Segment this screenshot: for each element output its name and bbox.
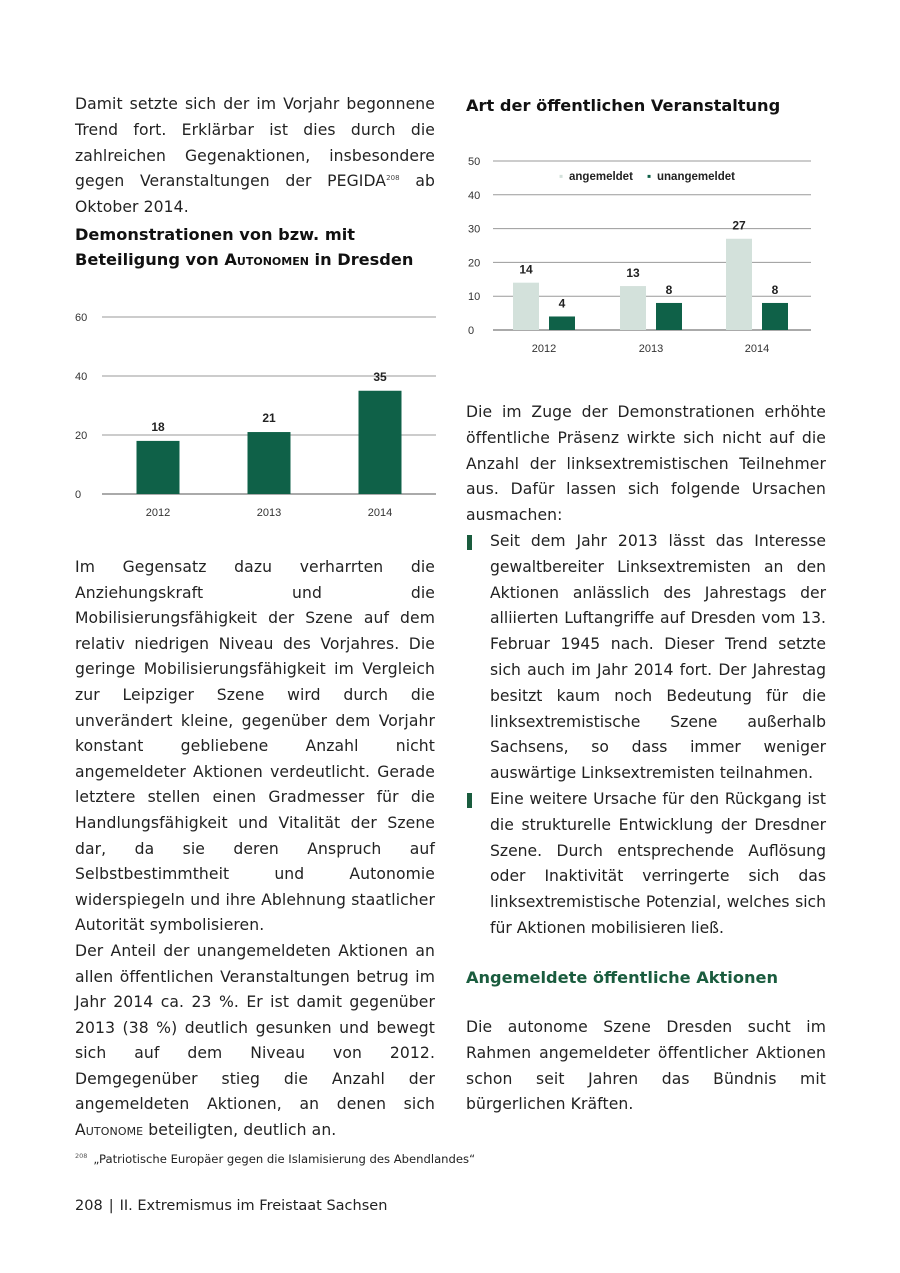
legend-label: unangemeldet bbox=[657, 171, 735, 183]
y-tick-label: 0 bbox=[468, 325, 475, 337]
bar-unangemeldet bbox=[549, 316, 575, 330]
data-label: 35 bbox=[373, 369, 387, 384]
y-tick-label: 0 bbox=[75, 489, 82, 501]
y-tick-label: 30 bbox=[468, 223, 481, 236]
footnote bbox=[75, 1152, 475, 1166]
bar-unangemeldet bbox=[762, 303, 788, 330]
y-tick-label: 10 bbox=[468, 291, 481, 304]
data-label: 21 bbox=[262, 411, 276, 426]
footnote-reference[interactable]: 208 bbox=[386, 174, 400, 183]
y-tick-label: 40 bbox=[75, 371, 88, 383]
data-label: 13 bbox=[626, 266, 640, 281]
footnote-text: „Patriotische Europäer gegen die Islamisierung des Abendlandes“ bbox=[93, 1152, 476, 1166]
bar-angemeldet bbox=[726, 239, 752, 330]
paragraph-alliance: Die autonome Szene Dresden sucht im Rahmen angemeldeter öffentlicher Aktionen schon seit Jahren das Bündnis mit bürgerlichen Kräften. bbox=[466, 1018, 826, 1114]
data-label: 8 bbox=[665, 282, 673, 297]
cause-list bbox=[466, 529, 826, 942]
data-label: 8 bbox=[771, 282, 779, 297]
bullet-marker bbox=[467, 793, 472, 808]
demonstrations-bar-chart bbox=[60, 300, 450, 530]
y-tick-label: 60 bbox=[75, 312, 88, 324]
left-column bbox=[75, 92, 435, 221]
chart1-title: Demonstrationen von bzw. mit Beteiligung von Autonomen in Dresden bbox=[75, 225, 414, 269]
y-tick-label: 20 bbox=[468, 257, 481, 270]
intro-paragraph: Damit setzte sich der im Vorjahr begonnene Trend fort. Erklärbar ist dies durch die zahlreichen Gegenaktionen, insbesondere gegen Veranstaltungen der PEGIDA$^{208}$ ab Oktober 2014. bbox=[75, 95, 435, 217]
bar bbox=[137, 441, 180, 494]
footer-section: II. Extremismus im Freistaat Sachsen bbox=[119, 1198, 388, 1214]
x-tick-label: 2012 bbox=[531, 343, 557, 355]
y-tick-label: 20 bbox=[75, 430, 88, 442]
paragraph-mobilisation: Im Gegensatz dazu verharrten die Anziehungskraft und die Mobilisierungsfähigkeit der Szene auf dem relativ niedrigen Niveau des Vorjahres. Die geringe Mobilisierungsfähigkeit im Vergleich zur Leipziger Szene wird durch die unverändert kleine, gegenüber dem Vorjahr konstant gebliebene Anzahl nicht angemeldeter Aktionen verdeutlicht. Gerade letztere stellen einen Gradmesser für die Handlungsfähigkeit und Vitalität der Szene dar, da sie deren Anspruch auf Selbstbestimmtheit und Autonomie widerspiegeln und ihre Ablehnung staatlicher Autorität symbolisieren. bbox=[75, 558, 435, 935]
x-tick-label: 2013 bbox=[256, 507, 282, 519]
x-tick-label: 2014 bbox=[744, 343, 770, 355]
chart2-title: Art der öffentlichen Veranstaltung bbox=[466, 96, 781, 115]
left-body bbox=[75, 555, 435, 1144]
legend-marker: ▪ bbox=[647, 169, 652, 183]
legend-label: angemeldet bbox=[569, 171, 633, 183]
bar-angemeldet bbox=[620, 286, 646, 330]
y-tick-label: 50 bbox=[468, 156, 481, 168]
data-label: 14 bbox=[519, 262, 533, 277]
event-type-bar-chart bbox=[455, 148, 825, 363]
data-label: 4 bbox=[558, 296, 566, 311]
legend-marker: ▪ bbox=[559, 169, 564, 183]
x-tick-label: 2013 bbox=[638, 343, 664, 355]
bar bbox=[248, 432, 291, 494]
footer-separator: | bbox=[108, 1198, 114, 1214]
list-item: Eine weitere Ursache für den Rückgang ist die strukturelle Entwicklung der Dresdner Szene. Durch entsprechende Auflösung oder Inaktivität verringerte sich das linksextremistische Potenzial, welches sich für Aktionen mobilisieren ließ. bbox=[466, 787, 826, 942]
data-label: 27 bbox=[732, 218, 746, 233]
bar-unangemeldet bbox=[656, 303, 682, 330]
x-tick-label: 2012 bbox=[145, 507, 171, 519]
y-tick-label: 40 bbox=[468, 189, 481, 202]
list-item: Seit dem Jahr 2013 lässt das Interesse gewaltbereiter Linksextremisten an den Aktionen anlässlich des Jahrestags der alliierten Luftangriffe auf Dresden vom 13. Februar 1945 nach. Dieser Trend setzte sich auch im Jahr 2014 fort. Der Jahrestag besitzt kaum noch Bedeutung für die linksextremistische Szene außerhalb Sachsens, so dass immer weniger auswärtige Linksextremisten teilnahmen. bbox=[466, 529, 826, 787]
bar-angemeldet bbox=[513, 283, 539, 330]
bullet-marker bbox=[467, 535, 472, 550]
page-footer bbox=[75, 1198, 387, 1214]
x-tick-label: 2014 bbox=[367, 507, 393, 519]
page-number: 208 bbox=[75, 1198, 103, 1214]
paragraph-presence: Die im Zuge der Demonstrationen erhöhte öffentliche Präsenz wirkte sich nicht auf die Anzahl der linksextremistischen Teilnehmer aus. Dafür lassen sich folgende Ursachen ausmachen: bbox=[466, 403, 826, 525]
data-label: 18 bbox=[151, 419, 165, 434]
section-heading: Angemeldete öffentliche Aktionen bbox=[466, 968, 778, 987]
footnote-number: 208 bbox=[75, 1152, 88, 1161]
bar bbox=[359, 391, 402, 494]
right-body bbox=[466, 400, 826, 942]
right-body-end bbox=[466, 1015, 826, 1118]
paragraph-share-unregistered: Der Anteil der unangemeldeten Aktionen an allen öffentlichen Veranstaltungen betrug im Jahr 2014 ca. 23 %. Er ist damit gegenüber 2013 (38 %) deutlich gesunken und bewegt sich auf dem Niveau von 2012. Demgegenüber stieg die Anzahl der angemeldeten Aktionen, an denen sich Autonome beteiligten, deutlich an. bbox=[75, 941, 435, 1140]
